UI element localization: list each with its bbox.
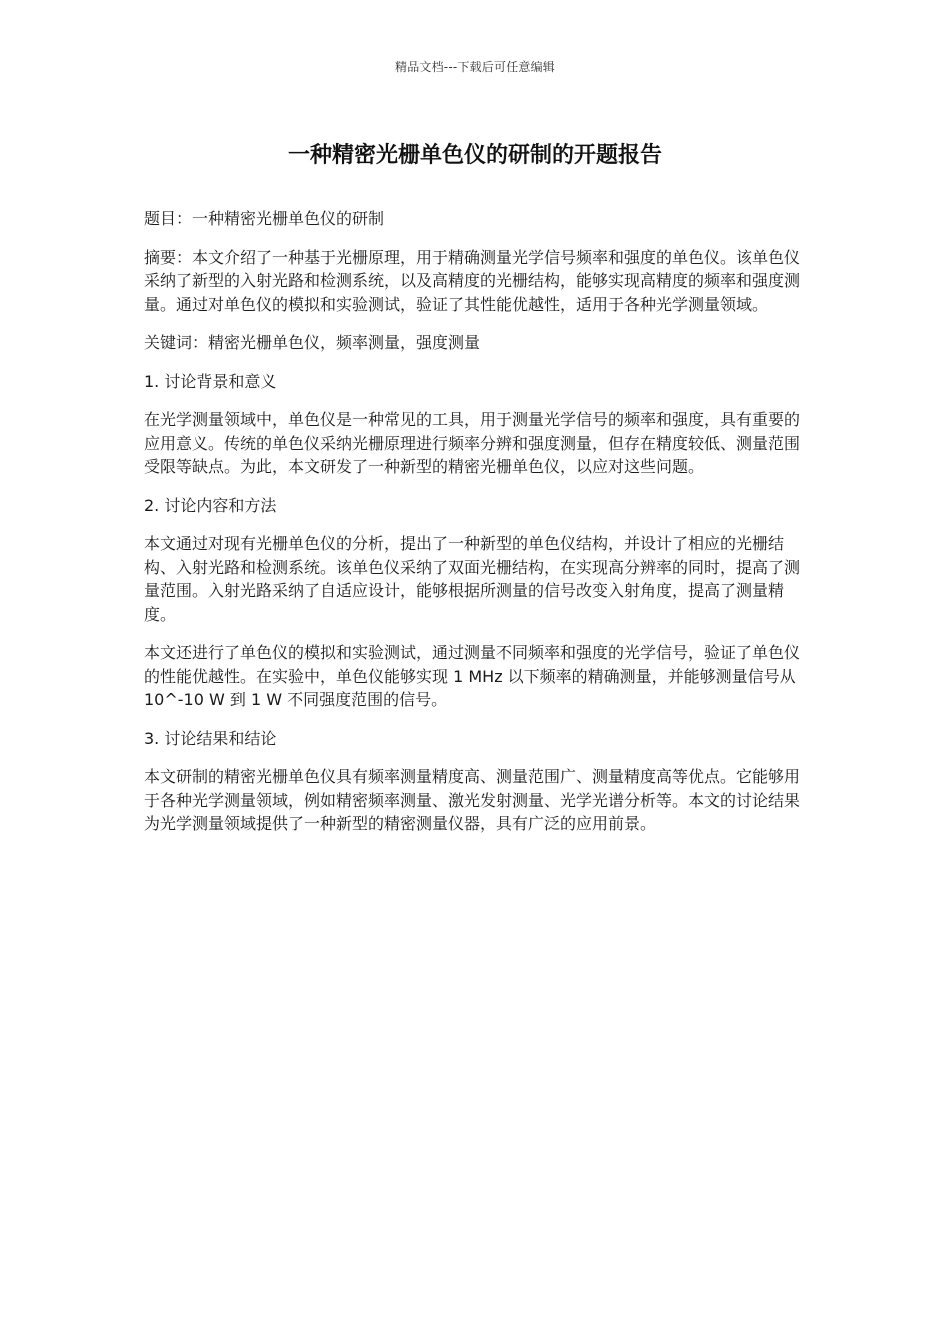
document-body [144,207,806,851]
header-note: 精品文档---下载后可任意编辑 [395,60,555,74]
section-2-body-2: 本文还进行了单色仪的模拟和实验测试，通过测量不同频率和强度的光学信号，验证了单色仪的性能优越性。在实验中，单色仪能够实现 1 MHz 以下频率的精确测量，并能够测量信号从 10^-10 W 到 1 W 不同强度范围的信号。 [144,643,801,709]
section-2-heading: 2. 讨论内容和方法 [144,495,277,515]
abstract-paragraph: 摘要：本文介绍了一种基于光栅原理，用于精确测量光学信号频率和强度的单色仪。该单色仪采纳了新型的入射光路和检测系统，以及高精度的光栅结构，能够实现高精度的频率和强度测量。通过对单色仪的模拟和实验测试，验证了其性能优越性，适用于各种光学测量领域。 [144,247,801,314]
section-3-heading: 3. 讨论结果和结论 [144,728,277,748]
document-title: 一种精密光栅单色仪的研制的开题报告 [287,143,662,168]
topic-line: 题目：一种精密光栅单色仪的研制 [144,209,385,228]
keywords-line: 关键词：精密光栅单色仪，频率测量，强度测量 [144,333,481,352]
section-1-body: 在光学测量领域中，单色仪是一种常见的工具，用于测量光学信号的频率和强度，具有重要的应用意义。传统的单色仪采纳光栅原理进行频率分辨和强度测量，但存在精度较低、测量范围受限等缺点。为此，本文研发了一种新型的精密光栅单色仪，以应对这些问题。 [144,410,801,476]
section-2-body-1: 本文通过对现有光栅单色仪的分析，提出了一种新型的单色仪结构，并设计了相应的光栅结构、入射光路和检测系统。该单色仪采纳了双面光栅结构，在实现高分辨率的同时，提高了测量范围。入射光路采纳了自适应设计，能够根据所测量的信号改变入射角度，提高了测量精度。 [144,534,801,624]
section-3-body: 本文研制的精密光栅单色仪具有频率测量精度高、测量范围广、测量精度高等优点。它能够用于各种光学测量领域，例如精密频率测量、激光发射测量、光学光谱分析等。本文的讨论结果为光学测量领域提供了一种新型的精密测量仪器，具有广泛的应用前景。 [144,767,801,833]
section-1-heading: 1. 讨论背景和意义 [144,371,277,391]
